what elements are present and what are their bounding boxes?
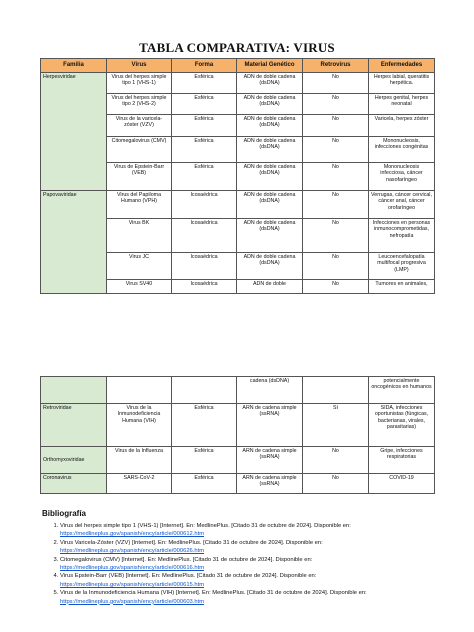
forma-cell: Esférica <box>172 73 237 94</box>
family-cell: Orthomyxoviridae <box>41 447 107 474</box>
material-cell: ADN de doble cadena (dsDNA) <box>237 73 303 94</box>
retro-cell: No <box>303 253 369 280</box>
retro-cell: No <box>303 115 369 137</box>
disease-cell: Leucoencefalopatía multifocal progresiva (LMP) <box>369 253 435 280</box>
material-cell: ADN de doble <box>237 280 303 294</box>
citation-text: Virus de la Inmunodeficiencia Humana (VIH) [Internet]. En: MedlinePlus. [Citado 31 de octubre de 2024]. Disponible en: <box>60 590 367 597</box>
bibliography-item <box>60 539 450 556</box>
citation-text: Citomegalovirus (CMV) [Internet]. En: MedlinePlus. [Citado 31 de octubre de 2024]. Disponible en: <box>60 556 313 563</box>
virus-cell: Virus BK <box>107 219 172 253</box>
citation-text: Virus Epstein-Barr (VEB) [Internet]. En: MedlinePlus. [Citado 31 de octubre de 2024]. Disponible en: <box>60 573 317 580</box>
citation-link[interactable]: https://medlineplus.gov/spanish/ency/article/000603.htm <box>60 598 205 605</box>
virus-cell: SARS-CoV-2 <box>107 474 172 494</box>
citation-text: Virus Varicela-Zóster (VZV) [Internet]. En: MedlinePlus. [Citado 31 de octubre de 2024]. Disponible en: <box>60 539 323 546</box>
header-virus: Virus <box>107 59 172 73</box>
material-cell: ADN de doble cadena (dsDNA) <box>237 219 303 253</box>
forma-cell <box>172 377 237 404</box>
disease-cell: COVID-19 <box>369 474 435 494</box>
header-familia: Familia <box>41 59 107 73</box>
page-title: TABLA COMPARATIVA: VIRUS <box>139 40 335 55</box>
material-cell: ADN de doble cadena (dsDNA) <box>237 94 303 115</box>
family-cell: Retroviridae <box>41 404 107 447</box>
forma-cell: Esférica <box>172 447 237 474</box>
header-row <box>41 59 435 73</box>
table-row <box>41 191 435 219</box>
family-cell <box>41 377 107 404</box>
forma-cell: Icosaédrica <box>172 191 237 219</box>
virus-cell: Citomegalovirus (CMV) <box>107 137 172 163</box>
material-cell: ADN de doble cadena (dsDNA) <box>237 115 303 137</box>
family-cell: Coronavirus <box>41 474 107 494</box>
bibliography-item <box>60 556 450 573</box>
virus-cell: Virus de la varicela-zóster (VZV) <box>107 115 172 137</box>
header-retrovirus: Retrovirus <box>303 59 369 73</box>
disease-cell: Infecciones en personas inmunocomprometidas, nefropatía <box>369 219 435 253</box>
disease-cell: Mononucleosis infecciosa, cáncer nasofaríngeo <box>369 163 435 191</box>
disease-cell: Herpes genital, herpes neonatal <box>369 94 435 115</box>
bibliography-item <box>60 522 450 539</box>
header-enfermedades: Enfermedades <box>369 59 435 73</box>
table-row <box>41 377 435 404</box>
disease-cell: Varicela, herpes zóster <box>369 115 435 137</box>
disease-cell: Verrugas, cáncer cervical, cáncer anal, cáncer orofaríngeo <box>369 191 435 219</box>
retro-cell: No <box>303 280 369 294</box>
retro-cell: No <box>303 191 369 219</box>
forma-cell: Esférica <box>172 404 237 447</box>
forma-cell: Esférica <box>172 474 237 494</box>
virus-cell: Virus de la Influenza <box>107 447 172 474</box>
table-row <box>41 404 435 447</box>
forma-cell: Esférica <box>172 137 237 163</box>
forma-cell: Icosaédrica <box>172 219 237 253</box>
virus-cell: Virus JC <box>107 253 172 280</box>
retro-cell: No <box>303 219 369 253</box>
retro-cell: No <box>303 447 369 474</box>
comparison-table-part-2 <box>40 376 435 494</box>
virus-cell: Virus del herpes simple tipo 2 (VHS-2) <box>107 94 172 115</box>
material-cell: ADN de doble cadena (dsDNA) <box>237 163 303 191</box>
table-row <box>41 474 435 494</box>
virus-cell: Virus del herpes simple tipo 1 (VHS-1) <box>107 73 172 94</box>
table-row <box>41 73 435 94</box>
citation-text: Virus del herpes simple tipo 1 (VHS-1) [Internet]. En: MedlinePlus. [Citado 31 de octubre de 2024]. Disponible en: <box>60 523 351 529</box>
virus-cell <box>107 377 172 404</box>
material-cell: ADN de doble cadena (dsDNA) <box>237 191 303 219</box>
disease-cell: SIDA, infecciones oportunistas (fúngicas, bacterianas, virales, parasitarias) <box>369 404 435 447</box>
disease-cell: Mononucleosis, infecciones congénitas <box>369 137 435 163</box>
family-cell: Papovaviridae <box>41 191 107 294</box>
bibliography-list <box>42 522 450 606</box>
retro-cell: No <box>303 94 369 115</box>
material-cell: ADN de doble cadena (dsDNA) <box>237 137 303 163</box>
virus-cell: Virus del Papiloma Humano (VPH) <box>107 191 172 219</box>
forma-cell: Icosaédrica <box>172 253 237 280</box>
bibliography-item <box>60 589 450 606</box>
header-material: Material Genético <box>237 59 303 73</box>
material-cell: ARN de cadena simple (ssRNA) <box>237 447 303 474</box>
bibliography-item <box>60 572 450 589</box>
retro-cell <box>303 377 369 404</box>
disease-cell: Herpes labial, queratitis herpética. <box>369 73 435 94</box>
forma-cell: Esférica <box>172 94 237 115</box>
virus-cell: Virus de Epstein-Barr (VEB) <box>107 163 172 191</box>
retro-cell: Sí <box>303 404 369 447</box>
material-cell: ADN de doble cadena (dsDNA) <box>237 253 303 280</box>
comparison-table-part-1 <box>40 58 435 294</box>
retro-cell: No <box>303 137 369 163</box>
virus-cell: Virus de la Inmunodeficiencia Humana (VIH) <box>107 404 172 447</box>
retro-cell: No <box>303 73 369 94</box>
disease-cell: potencialmente oncogénicos en humanos <box>369 377 435 404</box>
material-cell: cadena (dsDNA) <box>237 377 303 404</box>
forma-cell: Icosaédrica <box>172 280 237 294</box>
table-row <box>41 447 435 474</box>
disease-cell: Gripe, infecciones respiratorias <box>369 447 435 474</box>
retro-cell: No <box>303 163 369 191</box>
material-cell: ARN de cadena simple (ssRNA) <box>237 474 303 494</box>
family-cell: Herpesviridae <box>41 73 107 191</box>
citation-link[interactable]: https://medlineplus.gov/spanish/ency/article/000615.htm <box>60 581 205 588</box>
material-cell: ARN de cadena simple (ssRNA) <box>237 404 303 447</box>
citation-link[interactable]: https://medlineplus.gov/spanish/ency/article/000612.htm <box>60 531 205 538</box>
citation-link[interactable]: https://medlineplus.gov/spanish/ency/article/000626.htm <box>60 548 205 555</box>
forma-cell: Esférica <box>172 115 237 137</box>
forma-cell: Esférica <box>172 163 237 191</box>
disease-cell: Tumores en animales, <box>369 280 435 294</box>
virus-cell: Virus SV40 <box>107 280 172 294</box>
retro-cell: No <box>303 474 369 494</box>
bibliography-heading: Bibliografía <box>42 509 87 518</box>
header-forma: Forma <box>172 59 237 73</box>
citation-link[interactable]: https://medlineplus.gov/spanish/ency/article/000616.htm <box>60 565 205 572</box>
